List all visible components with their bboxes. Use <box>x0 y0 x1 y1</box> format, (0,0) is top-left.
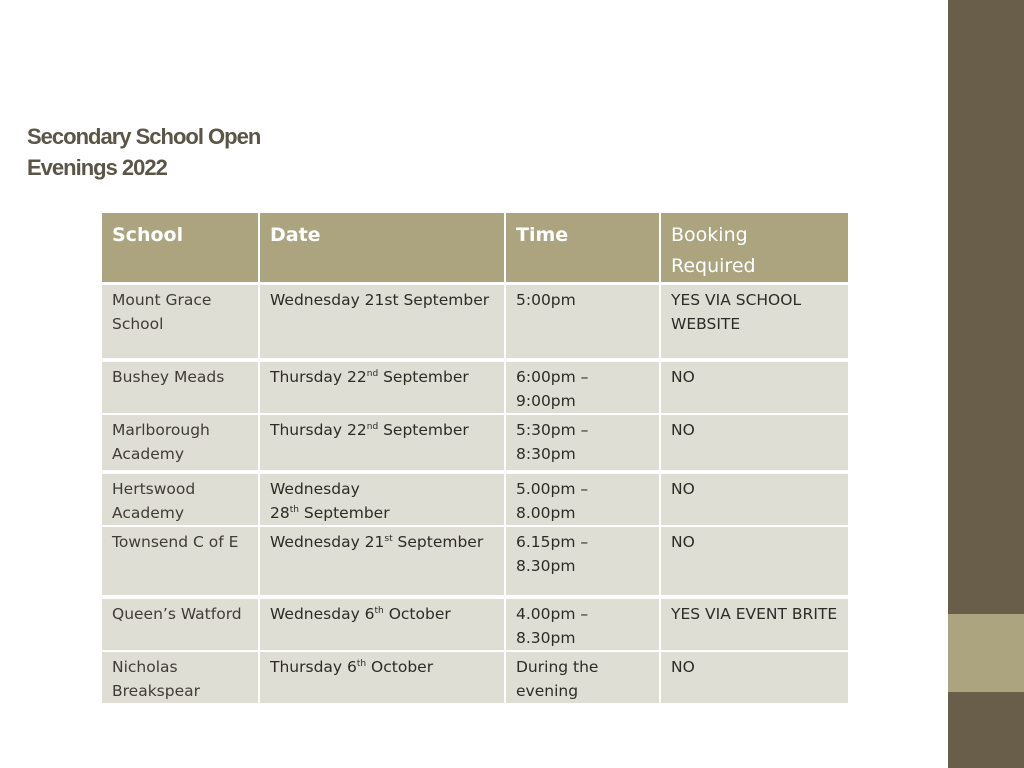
date-month: September <box>378 421 469 439</box>
cell-booking <box>661 285 848 362</box>
time-line: 5.00pm – <box>516 480 589 498</box>
time-line: 5:30pm – <box>516 421 589 439</box>
column-header-school: School <box>102 213 260 285</box>
booking-line: NO <box>671 480 695 498</box>
cell-time <box>506 527 661 599</box>
date-text: Wednesday 21 <box>270 533 385 551</box>
table-row <box>102 599 848 652</box>
date-ordinal-suffix: st <box>384 534 393 544</box>
cell-school <box>102 652 260 705</box>
booking-line: WEBSITE <box>671 315 741 333</box>
table-row <box>102 415 848 474</box>
date-line <box>270 418 496 442</box>
date-ordinal-suffix: th <box>374 606 384 616</box>
column-header-booking <box>661 213 848 285</box>
time-line: During the <box>516 658 599 676</box>
table-header-row <box>102 213 848 285</box>
date-text: Wednesday 6 <box>270 605 375 623</box>
school-name-line: Bushey Meads <box>112 368 225 386</box>
table-row <box>102 652 848 705</box>
cell-date <box>260 474 506 527</box>
date-month: October <box>383 605 451 623</box>
cell-date <box>260 285 506 362</box>
table-row <box>102 474 848 527</box>
date-line <box>270 501 496 525</box>
page-title-line-1: Secondary School Open <box>27 124 261 149</box>
date-ordinal-suffix: nd <box>366 369 379 379</box>
school-name-line: Breakspear <box>112 682 200 700</box>
date-ordinal-suffix: th <box>289 505 299 515</box>
column-header-booking-line-2: Required <box>671 255 756 277</box>
column-header-booking-line-1: Booking <box>671 224 748 246</box>
school-name-line: Academy <box>112 504 184 522</box>
time-line: 5:00pm <box>516 291 576 309</box>
cell-time <box>506 362 661 415</box>
booking-line: NO <box>671 421 695 439</box>
booking-line: YES VIA SCHOOL <box>671 291 802 309</box>
cell-date <box>260 415 506 474</box>
booking-line: YES VIA EVENT BRITE <box>671 605 838 623</box>
cell-time <box>506 599 661 652</box>
cell-booking <box>661 474 848 527</box>
cell-booking <box>661 527 848 599</box>
booking-line: NO <box>671 658 695 676</box>
date-month: September <box>298 504 390 522</box>
school-name-line: Marlborough <box>112 421 210 439</box>
date-month: October <box>366 658 434 676</box>
time-line: evening <box>516 682 579 700</box>
booking-line: NO <box>671 533 695 551</box>
time-line: 6:00pm – <box>516 368 589 386</box>
time-line: 9:00pm <box>516 392 576 410</box>
school-name-line: Townsend C of E <box>112 533 239 551</box>
date-text: Thursday 22 <box>270 421 367 439</box>
page-title <box>27 121 347 183</box>
cell-date <box>260 599 506 652</box>
cell-school <box>102 599 260 652</box>
date-line <box>270 602 496 626</box>
date-text: Thursday 6 <box>270 658 357 676</box>
cell-date <box>260 362 506 415</box>
date-line <box>270 288 496 312</box>
time-line: 6.15pm – <box>516 533 589 551</box>
table-body <box>102 285 848 705</box>
date-text: Thursday 22 <box>270 368 367 386</box>
time-line: 8.30pm <box>516 629 576 647</box>
cell-booking <box>661 415 848 474</box>
time-line: 4.00pm – <box>516 605 589 623</box>
school-name-line: Nicholas <box>112 658 178 676</box>
school-name-line: Academy <box>112 445 184 463</box>
time-line: 8.30pm <box>516 557 576 575</box>
date-month: September <box>378 368 469 386</box>
cell-booking <box>661 652 848 705</box>
column-header-date: Date <box>260 213 506 285</box>
date-line <box>270 365 496 389</box>
cell-school <box>102 527 260 599</box>
open-evenings-table <box>102 213 848 705</box>
school-name-line: Queen’s Watford <box>112 605 242 623</box>
date-line <box>270 655 496 679</box>
table-row <box>102 527 848 599</box>
cell-date <box>260 527 506 599</box>
cell-time <box>506 285 661 362</box>
time-line: 8:30pm <box>516 445 576 463</box>
decorative-sidebar-accent <box>948 614 1024 692</box>
column-header-time: Time <box>506 213 661 285</box>
cell-booking <box>661 362 848 415</box>
cell-school <box>102 474 260 527</box>
booking-line: NO <box>671 368 695 386</box>
date-line <box>270 530 496 554</box>
date-ordinal-suffix: th <box>356 659 367 669</box>
table-row <box>102 285 848 362</box>
page-title-line-2: Evenings 2022 <box>27 155 167 180</box>
cell-time <box>506 652 661 705</box>
cell-school <box>102 362 260 415</box>
cell-date <box>260 652 506 705</box>
date-ordinal-suffix: nd <box>366 422 379 432</box>
cell-booking <box>661 599 848 652</box>
date-line: Wednesday <box>270 480 360 498</box>
date-text: 28 <box>270 504 290 522</box>
school-name-line: Mount Grace <box>112 291 212 309</box>
cell-school <box>102 415 260 474</box>
cell-time <box>506 415 661 474</box>
school-name-line: Hertswood <box>112 480 196 498</box>
school-name-line: School <box>112 315 164 333</box>
cell-school <box>102 285 260 362</box>
time-line: 8.00pm <box>516 504 576 522</box>
date-month: September <box>392 533 484 551</box>
cell-time <box>506 474 661 527</box>
table-row <box>102 362 848 415</box>
date-text: Wednesday 21st September <box>270 291 490 309</box>
